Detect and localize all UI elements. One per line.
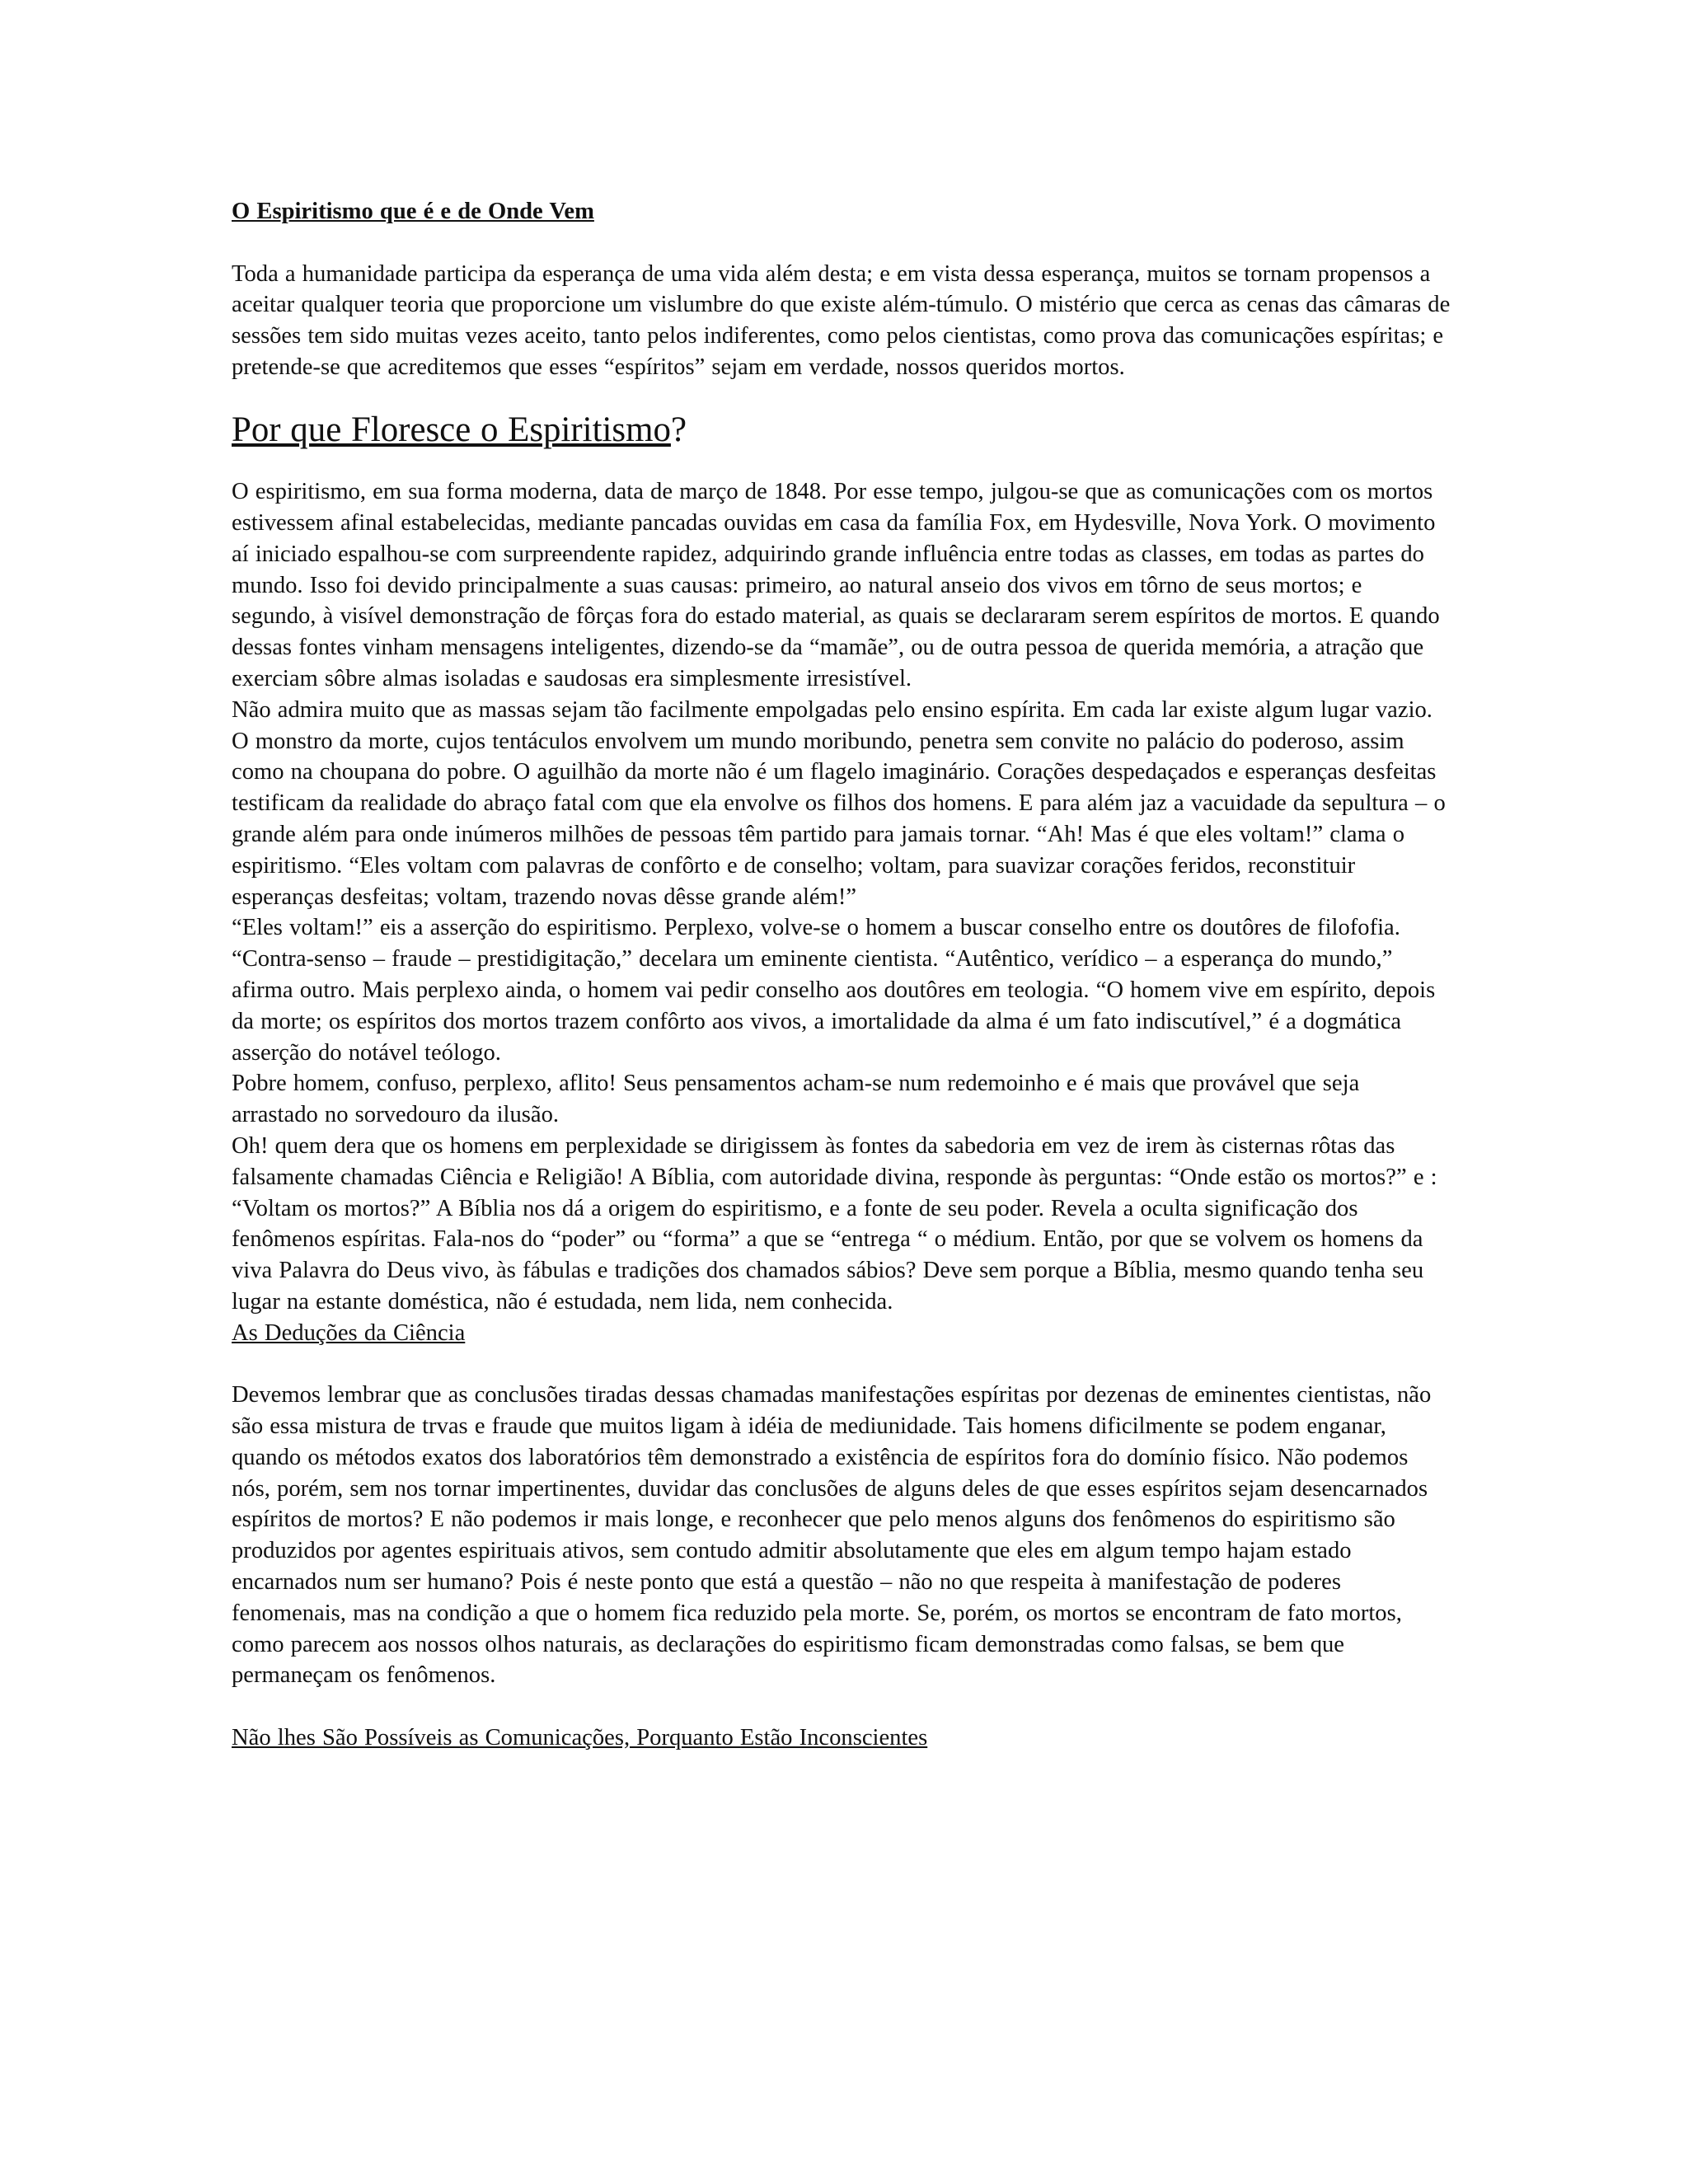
section-heading-text: Por que Floresce o Espiritismo [232,410,671,449]
section-heading-suffix: ? [670,410,687,449]
body-paragraph: Não admira muito que as massas sejam tão facilmente empolgadas pelo ensino espírita. Em cada lar existe algum lugar vazio. O monstro da morte, cujos tentáculos envolvem um mundo moribundo, penetra sem convite no palácio do poderoso, assim como na choupana do pobre. O aguilhão da morte não é um flagelo imaginário. Corações despedaçados e esperanças desfeitas testificam da realidade do abraço fatal com que ela envolve os filhos dos homens. E para além jaz a vacuidade da sepultura – o grande além para onde inúmeros milhões de pessoas têm partido para jamais tornar. “Ah! Mas é que eles voltam!” clama o espiritismo. “Eles voltam com palavras de confôrto e de conselho; voltam, para suavizar corações feridos, reconstituir esperanças desfeitas; voltam, trazendo novas dêsse grande além!” [232,696,1446,910]
body-paragraph: Oh! quem dera que os homens em perplexidade se dirigissem às fontes da sabedoria em vez de irem às cisternas rôtas das falsamente chamadas Ciência e Religião! A Bíblia, com autoridade divina, responde às perguntas: “Onde estão os mortos?” e : “Voltam os mortos?” A Bíblia nos dá a origem do espiritismo, e a fonte de seu poder. Revela a oculta significação dos fenômenos espíritas. Fala-nos do “poder” ou “forma” a que se “entrega “ o médium. Então, por que se volvem os homens da viva Palavra do Deus vivo, às fábulas e tradições dos chamados sábios? Deve sem porque a Bíblia, mesmo quando tenha seu lugar na estante doméstica, não é estudada, nem lida, nem conhecida. [232,1132,1437,1315]
body-paragraph: Devemos lembrar que as conclusões tiradas dessas chamadas manifestações espíritas por dezenas de eminentes cientistas, não são essa mistura de trvas e fraude que muitos ligam à idéia de mediunidade. Tais homens dificilmente se podem enganar, quando os métodos exatos dos laboratórios têm demonstrado a existência de espíritos fora do domínio físico. Não podemos nós, porém, sem nos tornar impertinentes, duvidar das conclusões de alguns deles de que esses espíritos sejam desencarnados espíritos de mortos? E não podemos ir mais longe, e reconhecer que pelo menos alguns dos fenômenos do espiritismo são produzidos por agentes espirituais ativos, sem contudo admitir absolutamente que eles em algum tempo hajam estado encarnados num ser humano? Pois é neste ponto que está a questão – não no que respeita à manifestação de poderes fenomenais, mas na condição a que o homem fica reduzido pela morte. Se, porém, os mortos se encontram de fato mortos, como parecem aos nossos olhos naturais, as declarações do espiritismo ficam demonstradas como falsas, se bem que permaneçam os fenômenos. [232,1382,1432,1689]
body-paragraph: O espiritismo, em sua forma moderna, data de março de 1848. Por esse tempo, julgou-se que as comunicações com os mortos estivessem afinal estabelecidas, mediante pancadas ouvidas em casa da família Fox, em Hydesville, Nova York. O movimento aí iniciado espalhou-se com surpreendente rapidez, adquirindo grande influência entre todas as classes, em todas as partes do mundo. Isso foi devido principalmente a suas causas: primeiro, ao natural anseio dos vivos em tôrno de seus mortos; e segundo, à visível demonstração de fôrças fora do estado material, as quais se declararam serem espíritos de mortos. E quando dessas fontes vinham mensagens inteligentes, dizendo-se da “mamãe”, ou de outra pessoa de querida memória, a atração que exerciam sôbre almas isoladas e saudosas era simplesmente irresistível. [232,479,1440,691]
section-heading-floresce [232,410,1451,449]
intro-paragraph: Toda a humanidade participa da esperança de uma vida além desta; e em vista dessa esperança, muitos se tornam propensos a aceitar qualquer teoria que proporcione um vislumbre do que existe além-túmulo. O mistério que cerca as cenas das câmaras de sessões tem sido muitas vezes aceito, tanto pelos indiferentes, como pelos cientistas, como prova das comunicações espíritas; e pretende-se que acreditemos que esses “espíritos” sejam em verdade, nossos queridos mortos. [232,260,1451,380]
body-paragraph: Pobre homem, confuso, perplexo, aflito! Seus pensamentos acham-se num redemoinho e é mais que provável que seja arrastado no sorvedouro da ilusão. [232,1071,1360,1128]
section-heading-comunicacoes: Não lhes São Possíveis as Comunicações, Porquanto Estão Inconscientes [232,1725,928,1751]
spacer [232,1691,1451,1722]
document-title: O Espiritismo que é e de Onde Vem [232,199,594,224]
spacer [232,1348,1451,1380]
spacer [232,445,1451,476]
section-heading-deducoes: As Deduções da Ciência [232,1319,466,1346]
spacer [232,227,1451,259]
body-paragraph: “Eles voltam!” eis a asserção do espiritismo. Perplexo, volve-se o homem a buscar conselho entre os doutôres de filofofia. “Contra-senso – fraude – prestidigitação,” decelara um eminente cientista. “Autêntico, verídico – a esperança do mundo,” afirma outro. Mais perplexo ainda, o homem vai pedir conselho aos doutôres em teologia. “O homem vive em espírito, depois da morte; os espíritos dos mortos trazem confôrto aos vivos, a imortalidade da alma é um fato indiscutível,” é a dogmática asserção do notável teólogo. [232,915,1436,1066]
document-page [232,196,1451,1754]
